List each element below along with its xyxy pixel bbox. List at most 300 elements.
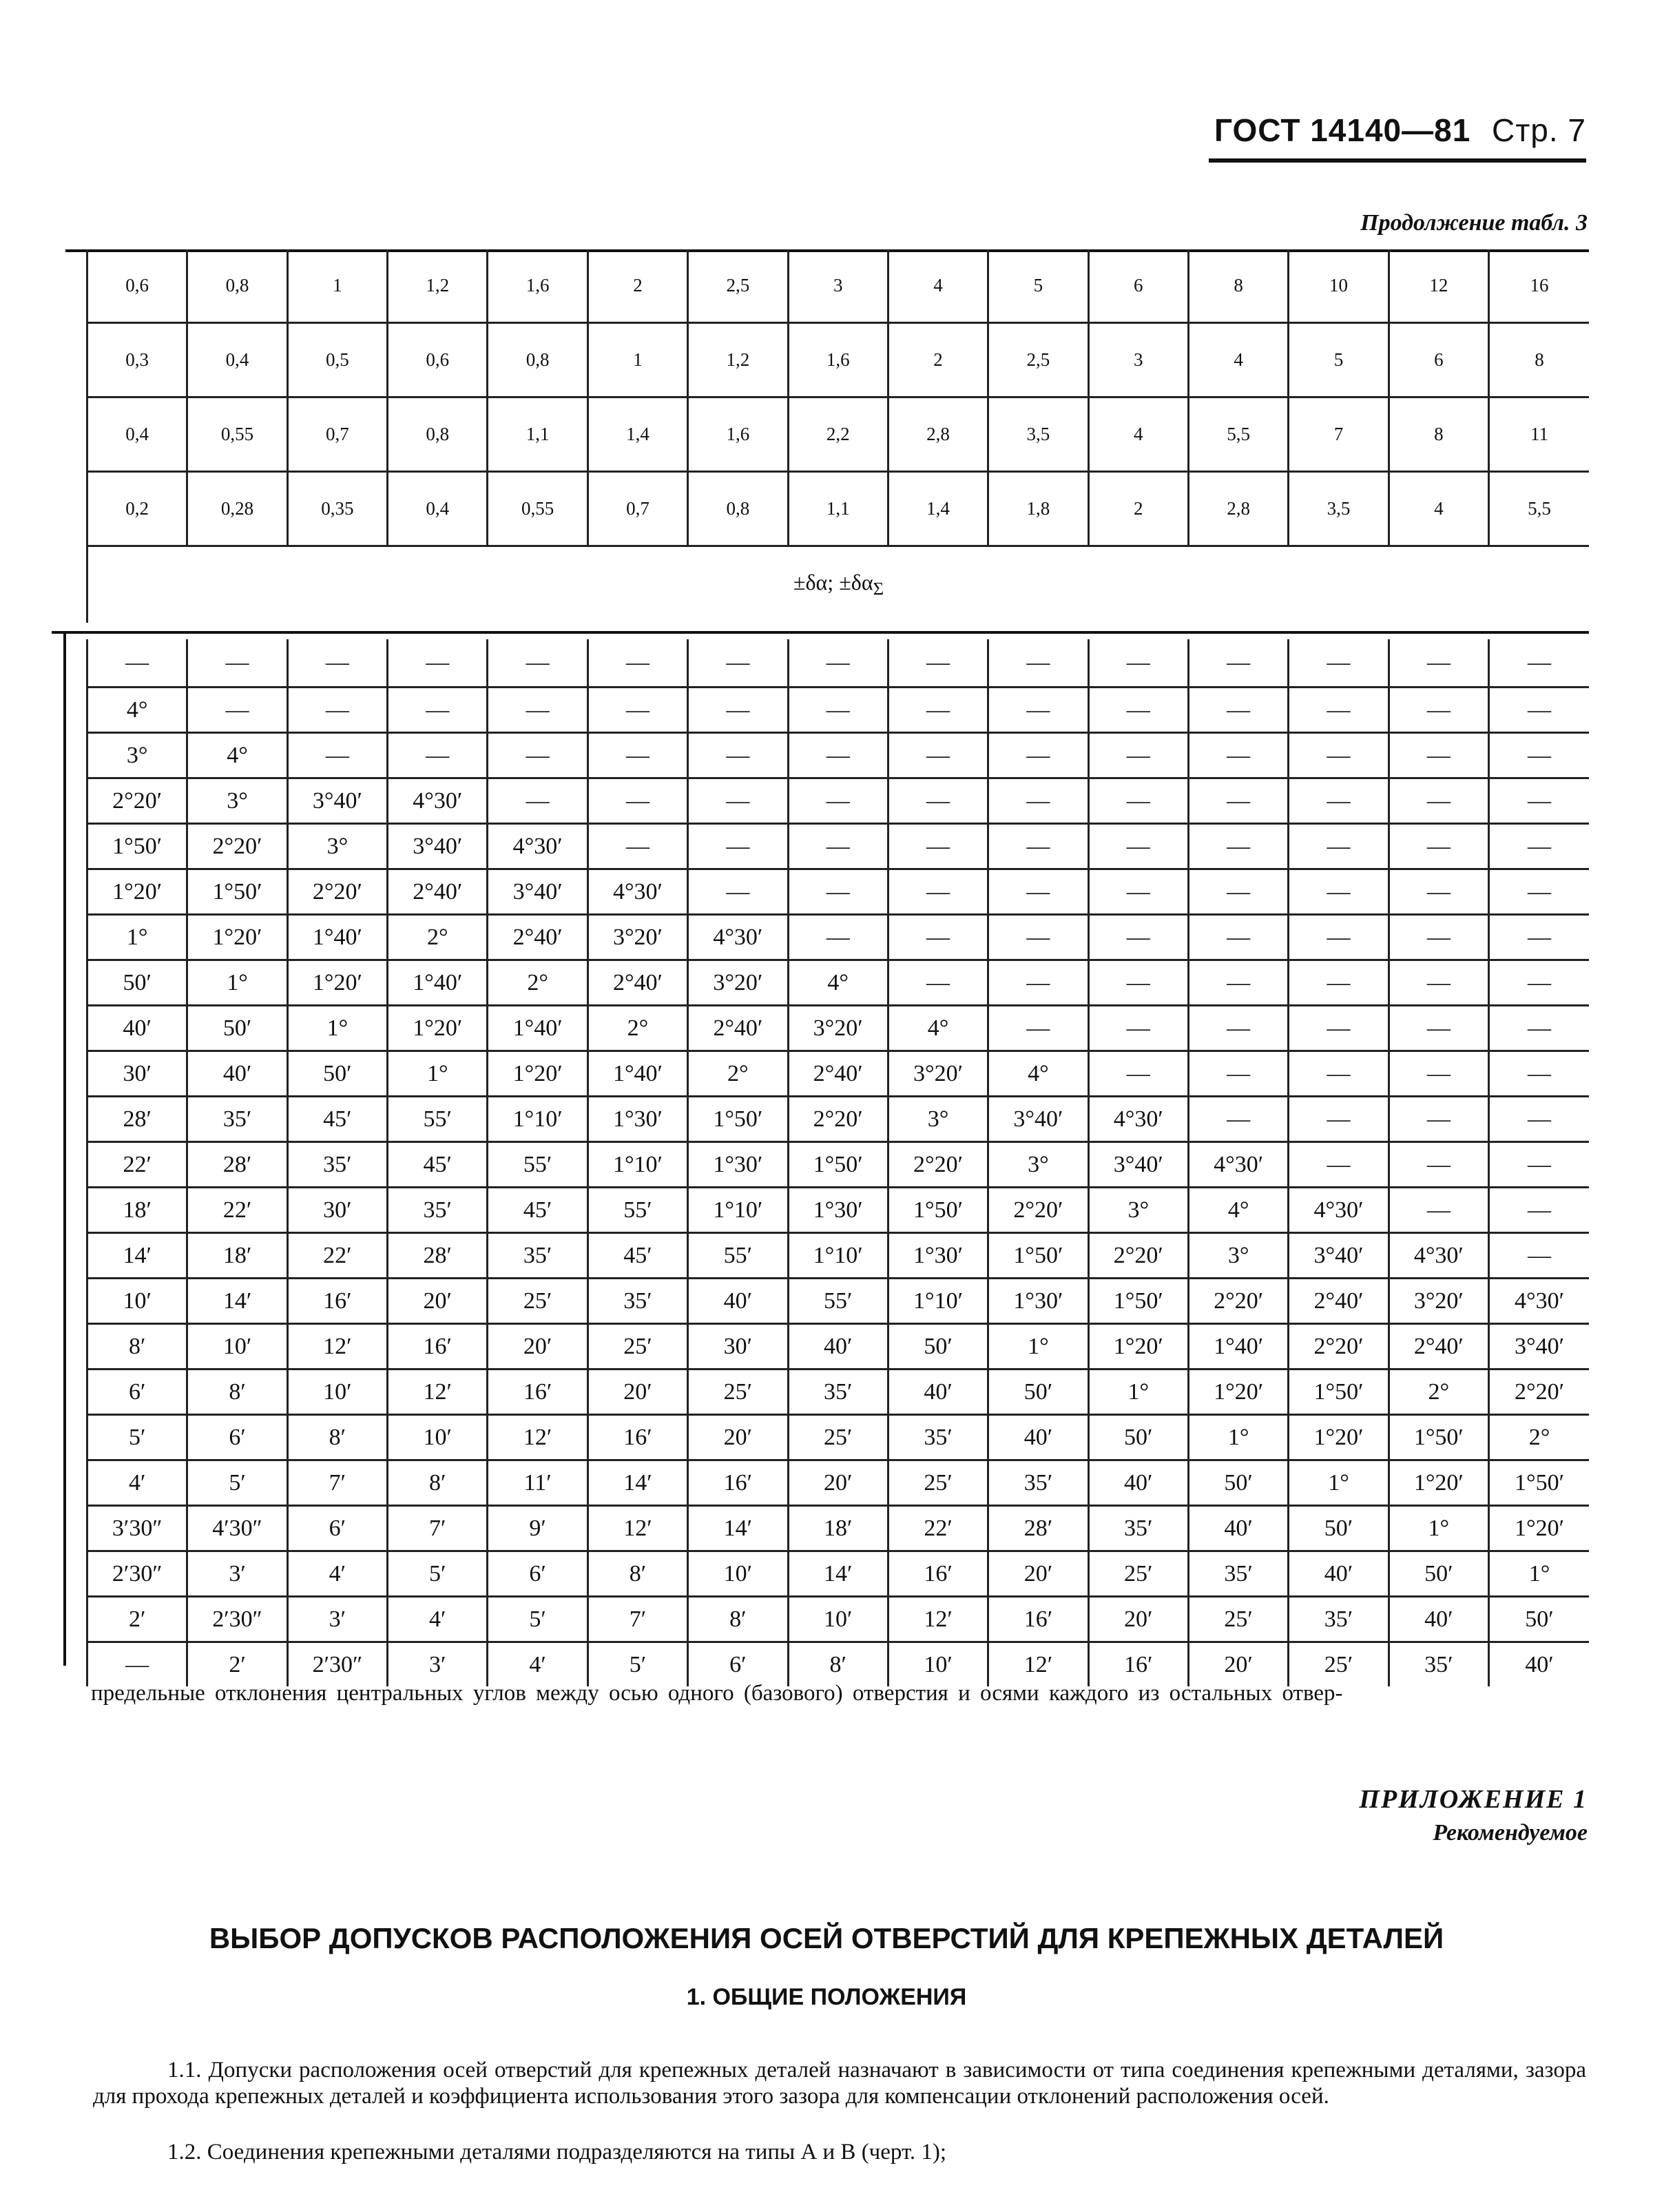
- table-cell: —: [588, 688, 687, 733]
- table-cell: 4°: [888, 1006, 988, 1051]
- table-cell: 1°: [1088, 1369, 1188, 1415]
- table-cell: 1°50′: [187, 869, 287, 915]
- table-cell: 10′: [688, 1551, 788, 1597]
- table-cell: 0,3: [87, 323, 187, 397]
- table-cell: 6: [1088, 249, 1188, 323]
- table-cell: 5′: [488, 1597, 588, 1642]
- table-cell: —: [888, 824, 988, 869]
- table-cell: 12′: [988, 1642, 1088, 1687]
- table-cell: 0,4: [187, 323, 287, 397]
- table-cell: —: [688, 688, 788, 733]
- table-cell: 2°20′: [287, 869, 387, 915]
- table-cell: 6′: [287, 1506, 387, 1551]
- table-cell: 1°: [388, 1051, 488, 1097]
- table-cell: 4°: [1188, 1188, 1288, 1233]
- table-cell: —: [1389, 1188, 1488, 1233]
- table-cell: 8: [1188, 249, 1288, 323]
- table-cell: 2,5: [688, 249, 788, 323]
- table-cell: 6′: [187, 1415, 287, 1460]
- table-cell: —: [1188, 1006, 1288, 1051]
- table-cell: 35′: [1088, 1506, 1188, 1551]
- table-cell: 0,35: [287, 472, 387, 546]
- table-cell: 1°: [1389, 1506, 1488, 1551]
- table-cell: —: [1389, 915, 1488, 960]
- table-cell: 0,5: [287, 323, 387, 397]
- table-cell: 35′: [788, 1369, 888, 1415]
- table-cell: —: [688, 869, 788, 915]
- table-row: [87, 1142, 1590, 1188]
- table-cell: 4′: [287, 1551, 387, 1597]
- table-cell: 12′: [287, 1324, 387, 1369]
- table-cell: 40′: [888, 1369, 988, 1415]
- table-cell: 16′: [888, 1551, 988, 1597]
- table-cell: 20′: [988, 1551, 1088, 1597]
- table-cell: 8′: [187, 1369, 287, 1415]
- table-row: [87, 688, 1590, 733]
- table-cell: 2°40′: [788, 1051, 888, 1097]
- table-cell: 28′: [87, 1097, 187, 1142]
- table-cell: —: [1088, 1051, 1188, 1097]
- table-cell: 2′: [87, 1597, 187, 1642]
- table-cell: 50′: [87, 960, 187, 1006]
- table-cell: 50′: [287, 1051, 387, 1097]
- table-cell: 10′: [388, 1415, 488, 1460]
- table-cell: 35′: [1389, 1642, 1488, 1687]
- table-cell: 3°20′: [788, 1006, 888, 1051]
- table-cell: —: [1289, 688, 1389, 733]
- table-row: [87, 1097, 1590, 1142]
- table-cell: 3°40′: [988, 1097, 1088, 1142]
- table-cell: 2,8: [888, 397, 988, 472]
- table-cell: —: [388, 733, 488, 778]
- table-cell: 2°20′: [1289, 1324, 1389, 1369]
- table-row: [87, 472, 1590, 546]
- table-cell: 7′: [388, 1506, 488, 1551]
- table-cell: —: [187, 688, 287, 733]
- table-cell: —: [1188, 915, 1288, 960]
- table-cell: 1°30′: [788, 1188, 888, 1233]
- table-cell: —: [1489, 639, 1589, 688]
- table-cell: 20′: [788, 1460, 888, 1506]
- table-cell: —: [588, 639, 687, 688]
- table-cell: 8′: [388, 1460, 488, 1506]
- table-row: [87, 639, 1590, 688]
- table-cell: 4: [1389, 472, 1488, 546]
- table-cell: 40′: [1088, 1460, 1188, 1506]
- table-cell: 35′: [388, 1188, 488, 1233]
- table-cell: 16′: [588, 1415, 687, 1460]
- table-row: [87, 1415, 1590, 1460]
- table-cell: 2′30″: [287, 1642, 387, 1687]
- table-cell: 22′: [87, 1142, 187, 1188]
- table-cell: 55′: [688, 1233, 788, 1279]
- table-cell: 3°40′: [488, 869, 588, 915]
- table-cell: 1°20′: [87, 869, 187, 915]
- table-cell: 3°20′: [888, 1051, 988, 1097]
- table-cell: 35′: [888, 1415, 988, 1460]
- table-cell: —: [888, 639, 988, 688]
- table-cell: 1°50′: [1289, 1369, 1389, 1415]
- table-cell: 4°30′: [1289, 1188, 1389, 1233]
- table-cell: —: [588, 733, 687, 778]
- table-cell: —: [1088, 639, 1188, 688]
- table-cell: 2′30″: [87, 1551, 187, 1597]
- table-cell: 2°20′: [87, 778, 187, 824]
- table-cell: 45′: [388, 1142, 488, 1188]
- table-cell: —: [1289, 824, 1389, 869]
- table-cell: —: [988, 869, 1088, 915]
- table-cell: 4°30′: [1489, 1279, 1589, 1324]
- table-row: [87, 546, 1590, 623]
- table-cell: 35′: [1289, 1597, 1389, 1642]
- table-cell: 4°30′: [1188, 1142, 1288, 1188]
- table-left-rule: [63, 632, 66, 1666]
- table-cell: 1,6: [488, 249, 588, 323]
- table-cell: —: [1088, 824, 1188, 869]
- table-cell: —: [1489, 688, 1589, 733]
- table-cell: 2°20′: [888, 1142, 988, 1188]
- table-cell: 10′: [187, 1324, 287, 1369]
- table-row: [87, 778, 1590, 824]
- table-row: [87, 1006, 1590, 1051]
- table-cell: 11′: [488, 1460, 588, 1506]
- table-cell: 7′: [287, 1460, 387, 1506]
- table-cell: 50′: [888, 1324, 988, 1369]
- table-cell: —: [988, 960, 1088, 1006]
- page-number: Стр. 7: [1491, 112, 1586, 148]
- table-cell: 28′: [187, 1142, 287, 1188]
- table-cell: —: [888, 915, 988, 960]
- table-cell: 55′: [388, 1097, 488, 1142]
- table-cell: 1°: [1188, 1415, 1288, 1460]
- table-cell: 1°50′: [87, 824, 187, 869]
- table-cell: 2°40′: [388, 869, 488, 915]
- table-cell: 2′: [187, 1642, 287, 1687]
- table-cell: —: [1289, 1142, 1389, 1188]
- table-cell: —: [1389, 869, 1488, 915]
- table-cell: 40′: [87, 1006, 187, 1051]
- table-cell: 6′: [688, 1642, 788, 1687]
- table-cell: —: [1389, 1142, 1488, 1188]
- table-cell: 2°20′: [187, 824, 287, 869]
- table-cell: 3°: [888, 1097, 988, 1142]
- table-cell: 0,4: [87, 397, 187, 472]
- table-cell: —: [1489, 1097, 1589, 1142]
- appendix-heading: [1359, 1784, 1588, 1846]
- table-cell: 1°40′: [488, 1006, 588, 1051]
- table-cell: —: [1188, 688, 1288, 733]
- table-cell: —: [1289, 915, 1389, 960]
- table-cell: —: [788, 869, 888, 915]
- table-cell: —: [488, 688, 588, 733]
- table-cell: 4°30′: [488, 824, 588, 869]
- table-cell: —: [1289, 778, 1389, 824]
- table-row: [87, 1506, 1590, 1551]
- table-cell: 35′: [988, 1460, 1088, 1506]
- table-cell: —: [788, 688, 888, 733]
- table-cell: —: [1188, 869, 1288, 915]
- table-cell: 25′: [888, 1460, 988, 1506]
- table-cell: 55′: [788, 1279, 888, 1324]
- table-cell: 1°20′: [187, 915, 287, 960]
- table-cell: 3: [788, 249, 888, 323]
- table-cell: 1°50′: [788, 1142, 888, 1188]
- table-cell: —: [788, 733, 888, 778]
- table-cell: 2°: [688, 1051, 788, 1097]
- table-cell: 5: [1289, 323, 1389, 397]
- table-cell: 3°: [87, 733, 187, 778]
- table-row: [87, 249, 1590, 323]
- table-cell: —: [988, 1006, 1088, 1051]
- table-cell: 4°30′: [688, 915, 788, 960]
- table-cell: 50′: [988, 1369, 1088, 1415]
- table-cell: —: [1188, 1097, 1288, 1142]
- table-cell: —: [888, 869, 988, 915]
- table-cell: —: [1389, 1097, 1488, 1142]
- table-cell: —: [1188, 639, 1288, 688]
- table-cell: —: [1289, 869, 1389, 915]
- table-cell: —: [1289, 1051, 1389, 1097]
- table-cell: 1°30′: [688, 1142, 788, 1188]
- table-cell: 4°30′: [588, 869, 687, 915]
- table-row: [87, 1324, 1590, 1369]
- table-cell: 1,2: [688, 323, 788, 397]
- table-row: [87, 1051, 1590, 1097]
- section-title: ВЫБОР ДОПУСКОВ РАСПОЛОЖЕНИЯ ОСЕЙ ОТВЕРСТИЙ ДЛЯ КРЕПЕЖНЫХ ДЕТАЛЕЙ: [209, 1922, 1444, 1954]
- table-cell: —: [1389, 1051, 1488, 1097]
- table-cell: 4°: [187, 733, 287, 778]
- table-cell: 4′: [87, 1460, 187, 1506]
- table-cell: 3′: [187, 1551, 287, 1597]
- table-cell: 45′: [287, 1097, 387, 1142]
- table-cell: 20′: [1188, 1642, 1288, 1687]
- table-row: [87, 1279, 1590, 1324]
- table-cell: 0,8: [388, 397, 488, 472]
- table-cell: 7: [1289, 397, 1389, 472]
- table-cell: —: [888, 688, 988, 733]
- table-cell: —: [287, 639, 387, 688]
- table-cell: —: [1088, 960, 1188, 1006]
- table-cell: —: [788, 915, 888, 960]
- table-cell: 4°: [988, 1051, 1088, 1097]
- table-cell: 0,2: [87, 472, 187, 546]
- table-cell: 2°: [1389, 1369, 1488, 1415]
- table-cell: 0,28: [187, 472, 287, 546]
- table-cell: 30′: [87, 1051, 187, 1097]
- table-cell: 16′: [688, 1460, 788, 1506]
- table-cell: 12′: [888, 1597, 988, 1642]
- table-cell: 55′: [588, 1188, 687, 1233]
- table-cell: 8′: [588, 1551, 687, 1597]
- table-cell: 4: [888, 249, 988, 323]
- table-row: [87, 869, 1590, 915]
- table-cell: 2°: [588, 1006, 687, 1051]
- table-cell: 0,4: [388, 472, 488, 546]
- table-cell: 1: [287, 249, 387, 323]
- table-cell: —: [1289, 1006, 1389, 1051]
- table-cell: 2′30″: [187, 1597, 287, 1642]
- table-cell: 40′: [688, 1279, 788, 1324]
- table-cell: 35′: [287, 1142, 387, 1188]
- table-cell: —: [1389, 960, 1488, 1006]
- table-cell: 16: [1489, 249, 1589, 323]
- table-cell: 1°40′: [588, 1051, 687, 1097]
- table-cell: 1°50′: [1489, 1460, 1589, 1506]
- table-cell: 4′: [388, 1597, 488, 1642]
- table-cell: 2°20′: [1188, 1279, 1288, 1324]
- table-cell: 3′: [287, 1597, 387, 1642]
- table-cell: 25′: [1088, 1551, 1188, 1597]
- table-cell: —: [688, 824, 788, 869]
- table-cell: 1°20′: [1289, 1415, 1389, 1460]
- table-cell: —: [1289, 733, 1389, 778]
- table-cell: 1°20′: [1489, 1506, 1589, 1551]
- table-cell: 3′30″: [87, 1506, 187, 1551]
- table-cell: 1°50′: [1389, 1415, 1488, 1460]
- table-cell: 3′: [388, 1642, 488, 1687]
- table-cell: —: [1489, 1188, 1589, 1233]
- table-cell: 16′: [988, 1597, 1088, 1642]
- table-cell: —: [1489, 733, 1589, 778]
- table-cell: 1,1: [788, 472, 888, 546]
- table-cell: —: [1389, 778, 1488, 824]
- table-cell: 0,55: [488, 472, 588, 546]
- table-cell: —: [1389, 733, 1488, 778]
- table-cell: 40′: [1389, 1597, 1488, 1642]
- table-cell: —: [1088, 1006, 1188, 1051]
- table-cell: 8′: [788, 1642, 888, 1687]
- table-cell: 1°: [988, 1324, 1088, 1369]
- table-cell: 1,4: [888, 472, 988, 546]
- table-cell: 2°20′: [1489, 1369, 1589, 1415]
- table-cell: 1,2: [388, 249, 488, 323]
- table-cell: 8: [1489, 323, 1589, 397]
- table-row: [87, 1642, 1590, 1687]
- table-cell: 1°10′: [488, 1097, 588, 1142]
- table-cell: 1°: [1489, 1551, 1589, 1597]
- table-cell: —: [1289, 960, 1389, 1006]
- table-cell: 14′: [187, 1279, 287, 1324]
- subsection-title: 1. ОБЩИЕ ПОЛОЖЕНИЯ: [686, 1984, 967, 2010]
- table-cell: —: [187, 639, 287, 688]
- table-cell: 3°20′: [1389, 1279, 1488, 1324]
- table-cell: 12′: [588, 1506, 687, 1551]
- table-cell: 8′: [688, 1597, 788, 1642]
- table-cell: 2: [588, 249, 687, 323]
- table-cell: 1°50′: [688, 1097, 788, 1142]
- table-cell: —: [688, 778, 788, 824]
- table-cell: 1°: [87, 915, 187, 960]
- tolerance-symbol: ±δα; $\pm\delta\alpha_\Sigma$: [87, 546, 1590, 623]
- table-cell: 1,1: [488, 397, 588, 472]
- table-cell: 50′: [1289, 1506, 1389, 1551]
- table-cell: 10′: [888, 1642, 988, 1687]
- table-cell: 40′: [1188, 1506, 1288, 1551]
- table-cell: —: [1489, 960, 1589, 1006]
- table-cell: 2°20′: [1088, 1233, 1188, 1279]
- table-cell: 5′: [588, 1642, 687, 1687]
- table-cell: 22′: [287, 1233, 387, 1279]
- table-cell: 35′: [1188, 1551, 1288, 1597]
- table-middle-rule: [52, 631, 1589, 634]
- table-row: [87, 733, 1590, 778]
- table-cell: 12′: [388, 1369, 488, 1415]
- table-cell: —: [688, 639, 788, 688]
- table-cell: 30′: [688, 1324, 788, 1369]
- table-cell: 4°: [788, 960, 888, 1006]
- table-cell: 6′: [488, 1551, 588, 1597]
- table-cell: —: [788, 824, 888, 869]
- table-cell: —: [988, 915, 1088, 960]
- paragraph: 1.2. Соединения крепежными деталями подразделяются на типы А и В (черт. 1);: [167, 2140, 947, 2164]
- table-cell: 40′: [988, 1415, 1088, 1460]
- table-cell: 50′: [1088, 1415, 1188, 1460]
- table-cell: 3°: [187, 778, 287, 824]
- table-cell: —: [1489, 1233, 1589, 1279]
- table-cell: —: [488, 778, 588, 824]
- paragraph: 1.1. Допуски расположения осей отверстий для крепежных деталей назначают в зависимости от типа соединения крепежными деталями, зазора для прохода крепежных деталей и коэффициента использования этого зазора для компенсации отклонений расположения осей.: [93, 2058, 1586, 2109]
- table-cell: 22′: [888, 1506, 988, 1551]
- table-cell: 3°20′: [688, 960, 788, 1006]
- table-cell: —: [488, 639, 588, 688]
- table-cell: 40′: [1289, 1551, 1389, 1597]
- table-cell: 1°20′: [287, 960, 387, 1006]
- table-cell: 1,4: [588, 397, 687, 472]
- table-cell: 2°: [488, 960, 588, 1006]
- appendix-subtitle: Рекомендуемое: [1433, 1820, 1588, 1846]
- table-cell: 14′: [688, 1506, 788, 1551]
- table-cell: —: [87, 639, 187, 688]
- table-cell: 16′: [287, 1279, 387, 1324]
- table-cell: 28′: [388, 1233, 488, 1279]
- table-cell: 55′: [488, 1142, 588, 1188]
- table-cell: —: [1489, 915, 1589, 960]
- table-cell: 3°: [1188, 1233, 1288, 1279]
- table-cell: 40′: [1489, 1642, 1589, 1687]
- table-cell: 5,5: [1489, 472, 1589, 546]
- table-row: [87, 1233, 1590, 1279]
- table-cell: 5′: [388, 1551, 488, 1597]
- table-cell: 1°: [1289, 1460, 1389, 1506]
- table-cell: 45′: [588, 1233, 687, 1279]
- table-cell: 20′: [688, 1415, 788, 1460]
- table-cell: 0,8: [488, 323, 588, 397]
- table-cell: 50′: [1188, 1460, 1288, 1506]
- table-cell: 35′: [588, 1279, 687, 1324]
- table-cell: —: [1489, 824, 1589, 869]
- table-cell: —: [1188, 960, 1288, 1006]
- table-cell: 14′: [588, 1460, 687, 1506]
- table-cell: 25′: [588, 1324, 687, 1369]
- table-cell: 4°30′: [1389, 1233, 1488, 1279]
- table-cell: 2,5: [988, 323, 1088, 397]
- table-cell: 18′: [788, 1506, 888, 1551]
- table-cell: 3°40′: [388, 824, 488, 869]
- table-cell: 1°20′: [1088, 1324, 1188, 1369]
- table-cell: 1°30′: [588, 1097, 687, 1142]
- table-cell: 4′30″: [187, 1506, 287, 1551]
- table-cell: 10: [1289, 249, 1389, 323]
- table-cell: 2,2: [788, 397, 888, 472]
- table-cell: —: [488, 733, 588, 778]
- table-cell: 25′: [1289, 1642, 1389, 1687]
- table-cell: —: [1489, 1051, 1589, 1097]
- table-cell: 1°10′: [688, 1188, 788, 1233]
- page-header: [1209, 109, 1586, 163]
- table-row: [87, 1460, 1590, 1506]
- table-cell: —: [1389, 824, 1488, 869]
- table-cell: 0,55: [187, 397, 287, 472]
